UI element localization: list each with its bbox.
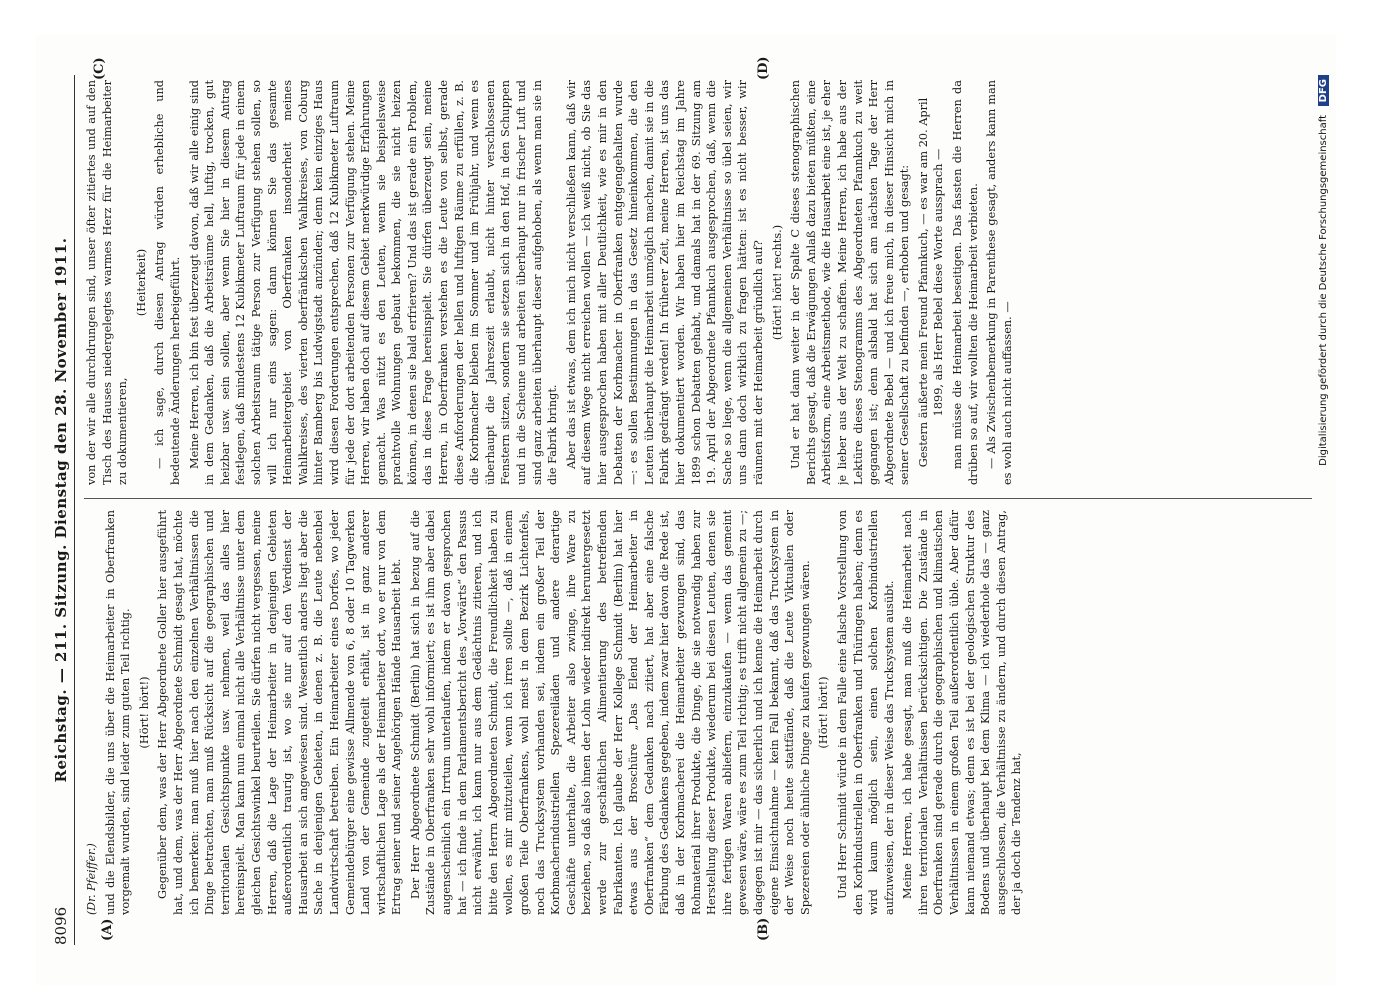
margin-marker-c: (C) [92,57,107,80]
margin-marker-a: (A) [100,918,115,941]
paragraph: Und er hat dann weiter in der Spalte C dieses stenographischen Berichts gesagt, daß die Erwägungen Anlaß dazu bieten müßten, eine Arbeitsform, eine Arbeitsmethode, wie die Hausarbeit eine ist, je eher je lieber aus der Welt zu schaffen. Meine Herren, ich habe aus der Lektüre dieses Stenogramms des Abgeordneten Pfannkuch zu weit gegangen ist; denn alsbald hat sich am nächsten Tage der Herr Abgeordnete Bebel — und ich freue mich, in dieser Hinsicht mich in seiner Gesellschaft zu befinden —, erhoben und gesagt: [789,80,912,485]
speaker-label: (Dr. Pfeiffer.) [85,843,98,915]
paragraph: — ich sage, durch diesen Antrag würden erhebliche und bedeutende Änderungen herbeigeführt. [153,80,182,485]
right-text-column [84,80,1312,485]
page-number: 8096 [52,906,70,945]
paragraph: und die Elendsbilder, die uns über die Heimarbeiter in Oberfranken vorgemalt wurden, sind leider zum guten Teil richtig. [103,510,133,915]
interjection: (Hört! hört!) [817,676,831,749]
paragraph: Meine Herren, ich habe gesagt, man muß die Heimarbeit nach ihren territorialen Verhältnissen berücksichtigen. Die Zustände in Oberfranken sind gerade durch die geographischen und klimatischen Verhältnissen in einem großen Teil außerordentlich üble. Aber dafür kann niemand etwas; denn es ist bei der geologischen Struktur des Bodens und überhaupt bei dem Klima — ich wiederhole das — ganz ausgeschlossen, die Verhältnisse zu ändern, und durch diesen Antrag, der ja doch die Tendenz hat, [901,510,1024,915]
paragraph: Gegenüber dem, was der Herr Abgeordnete Goller hier ausgeführt hat, und dem, was der Herr Abgeordnete Schmidt gesagt hat, möchte ich bemerken: man muß hier nach den einzelnen Verhältnissen die Dinge betrachten, man muß Rücksicht auf die geographischen und territorialen Gesichtspunkte usw. nehmen, weil das alles hier hereinspielt. Man kann nun einmal nicht alle Verhältnisse unter dem gleichen Gesichtswinkel beurteilen. Sie dürfen nicht vergessen, meine Herren, daß die Lage der Heimarbeiter in denjenigen Gebieten außerordentlich traurig ist, wo sie nur auf den Verdienst der Hausarbeit an sich angewiesen sind. Wesentlich anders liegt aber die Sache in denjenigen Gebieten, in denen z. B. die Leute nebenbei Landwirtschaft betreiben. Ein Heimarbeiter eines Dorfes, wo jeder Gemeindebürger eine gewisse Allmende von 6, 8 oder 10 Tagwerken Land von der Gemeinde zugeteilt erhält, ist in ganz anderer wirtschaftlichen Lage als der Heimarbeiter dort, wo er nur von dem Ertrag seiner und seiner Angehörigen Hände Hausarbeit lebt. [156,510,404,915]
interjection: (Hört! hört! rechts.) [770,224,784,341]
margin-marker-d: (D) [756,56,771,80]
margin-marker-b: (B) [756,917,771,941]
paragraph: Und Herr Schmidt würde in dem Falle eine falsche Vorstellung von den Korbindustriellen in Oberfranken und Thüringen haben; denn es wird kaum möglich sein, einen solchen Korbindustriellen aufzuweisen, der in dieser Weise das Trucksystem ausübt. [835,510,896,915]
paragraph: Der Herr Abgeordnete Schmidt (Berlin) hat sich in bezug auf die Zustände in Oberfranken sehr wohl informiert; es ist ihm aber dabei augenscheinlich ein Irrtum unterlaufen, indem er davon gesprochen hat — ich finde in dem Parlamentsbericht des „Vorwärts“ den Passus nicht erwähnt, ich kann nur aus dem Gedächtnis zitieren, und ich bitte den Herrn Abgeordneten Schmidt, die Freundlichkeit haben zu wollen, es mir mitzuteilen, wenn ich irren sollte —, daß in einem großen Teile Oberfrankens, wohl meist in dem Bezirk Lichtenfels, noch das Trucksystem vorhanden sei, indem ein großer Teil der Korbmacherindustriellen Spezereiläden und andere derartige Geschäfte unterhalte, die Arbeiter also zwinge, ihre Ware zu beziehen, so daß also ihnen der Lohn wieder indirekt heruntergesetzt werde zur geschäftlichen Alimentierung des betreffenden Fabrikanten. Ich glaube der Herr Kollege Schmidt (Berlin) hat hier etwas aus der Broschüre „Das Elend der Heimarbeiter in Oberfranken“ dem Gedanken nach zitiert, hat aber eine falsche Färbung des Gedankens gegeben, indem zwar hier davon die Rede ist, daß in der Korbmacherei die Heimarbeiter gezwungen sind, das Rohmaterial ihrer Produkte, die Dinge, die sie notwendig haben zur Herstellung dieser Produkte, wiederum bei diesen Leuten, denen sie ihre fertigen Waren abliefern, einzukaufen — wenn das gemeint gewesen wäre, wäre es zum Teil richtig; es trifft nicht allgemein zu —; dagegen ist mir — das sicherlich und ich kenne die Heimarbeit durch eigene Einsichtnahme — kein Fall bekannt, daß das Trucksystem in der Weise noch heute stattfände, daß die Leute Viktualien oder Spezereien oder ähnliche Dinge zu kaufen gezwungen wären. [408,510,812,915]
interjection: (Heiterkeit) [134,248,148,317]
page-header [48,75,75,945]
dfg-logo: DFG [1318,75,1329,106]
funding-credit: Digitalisierung gefördert durch die Deutsche Forschungsgemeinschaft [1318,115,1329,466]
digitization-footer [1318,75,1334,945]
quote-line: Gestern äußerte mein Freund Pfannkuch, — es war am 20. April 1899, als Herr Bebel diese Worte aussprach — [916,97,946,468]
interjection: (Hört! hört!) [137,676,151,749]
quote-paragraph: man müsse die Heimarbeit beseitigen. Das fassten die Herren da drüben so auf, wir wollten die Heimarbeit verbieten. [951,80,980,485]
paragraph: von der wir alle durchdrungen sind, unser öfter zitiertes und auf den Tisch des Hauses niedergelegtes warmes Herz für die Heimarbeiter zu dokumentieren, [85,80,130,485]
rotated-document-page [36,35,1336,985]
paragraph: — Als Zwischenbemerkung in Parenthese gesagt, anders kann man es wohl auch nicht auffassen. — [985,80,1014,485]
left-text-column [84,510,1312,915]
paragraph: Aber das ist etwas, dem ich mich nicht verschließen kann, daß wir auf diesem Wege nicht erreichen wollen — ich weiß nicht, ob Sie das hier ausgesprochen haben mit aller Deutlichkeit, wie es mir in den Debatten der Korbmacher in Oberfranken entgegengehalten wurde —: es sollen Bestimmungen in das Gesetz hineinkommen, die den Leuten überhaupt die Heimarbeit unmöglich machen, damit sie in die Fabrik gedrängt werden! In früherer Zeit, meine Herren, ist uns das hier dokumentiert worden. Wir haben hier im Reichstag im Jahre 1899 schon Debatten gehabt, und damals hat in der 69. Sitzung am 19. April der Abgeordnete Pfannkuch ausgesprochen, daß, wenn die Sache so liege, wenn die allgemeinen Verhältnisse so übel seien, wir uns dann doch wirklich zu fragen hätten: ist es nicht besser, wir räumen mit der Heimarbeit gründlich auf? [564,80,765,485]
page-title: Reichstag. — 211. Sitzung. Dienstag den 28. November 1911. [52,237,70,783]
paragraph: Meine Herren, ich bin fest überzeugt davon, daß wir alle einig sind in dem Gedanken, daß die Arbeitsräume hell, luftig, trocken, gut heizbar usw. sein sollen, aber wenn Sie hier in diesem Antrag festlegen, daß mindestens 12 Kubikmeter Luftraum für jede in einem solchen Arbeitsraum tätige Person zur Verfügung stehen sollen, so will ich nur eins sagen: dann können Sie das gesamte Heimarbeitergebiet von Oberfranken insonderheit meines Wahlkreises, des vierten oberfränkischen Wahlkreises, von Coburg hinter Bamberg bis Ludwigstadt anzünden; denn kein einziges Haus wird diesen Forderungen entsprechen, daß 12 Kubikmeter Luftraum für jede der dort arbeitenden Personen zur Verfügung stehen. Meine Herren, wir haben doch auf diesem Gebiet merkwürdige Erfahrungen gemacht. Was nützt es den Leuten, wenn sie beispielsweise prachtvolle Wohnungen gebaut bekommen, die sie nicht heizen können, in denen sie bald erfrieren? Und das ist gerade ein Problem, das in diese Frage hereinspielt. Sie dürfen überzeugt sein, meine Herren, in Oberfranken verstehen es die Leute von selbst, gerade diese Anforderungen der hellen und luftigen Räume zu erfüllen, z. B. die Korbmacher bleiben im Sommer und im Frühjahr, und wenn es überhaupt die Jahreszeit erlaubt, nicht hinter verschlossenen Fenstern sitzen, sondern sie setzen sich in den Hof, in den Schuppen und in die Scheune und arbeiten überhaupt nur in frischer Luft und sind ganz arbeiten überhaupt dieser aufgehoben, als wenn man sie in die Fabrik bringt. [187,80,560,485]
column-divider [84,498,1312,499]
